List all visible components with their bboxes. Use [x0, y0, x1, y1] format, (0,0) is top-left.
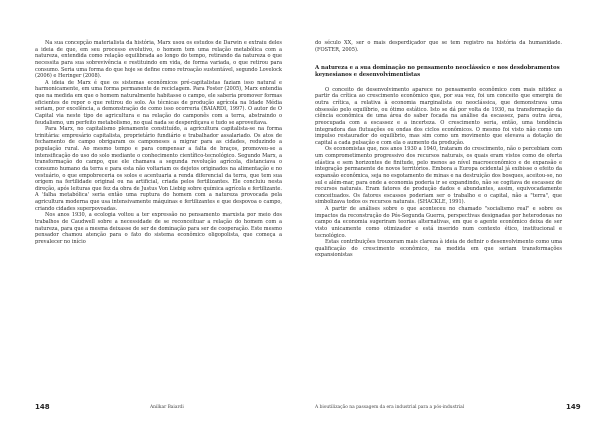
- right-page-number: 149: [566, 403, 581, 411]
- paragraph: Para Marx, no capitalismo plenamente constituído, a agricultura capitalista-se na forma trinitária: empresário capitalista, proprietário fundiário e trabalhador assalariado. Os atos de fechamento de campo obrigaram os camponeses a migrar para as cidades, reduzindo a população rural. Ao mesmo tempo e para compensar a falta de braços, promoveu-se a intensificação do uso do solo mediante o conhecimento científico-tecnológico. Segundo Marx, a transformação do campo, que ele chamava a segunda revolução agrícola, distanciava o consumo humano da terra e para esta não voltariam os dejetos originados na alimentação e no vestuário, o que empobreceria os solos e acentuaria a renda diferencial da terra, que tem sua origem na fertilidade original ou na artificial, criada pelos fertilizantes. Ele concluiu nesta direção, após leituras que fez da obra de Justus Von Liebig sobre química agrícola e fertilizante. A 'falha metabólica' seria então uma ruptura do homem com a natureza provocada pela agricultura moderna que usa intensivamente máquinas e fertilizantes e que despovoa o campo, criando cidades superpovoadas.: [35, 126, 282, 212]
- paragraph: Os economistas que, nos anos 1930 a 1940, trataram do crescimento, não o percebiam com um comprometimento progressivo dos recursos naturais, os quais eram vistos como de oferta elástica e sem horizontes de finitude, pelo menos ao nível macroeconômico e de expansão e integração permanente de novos territórios. Embora a Europa ocidental já exibisse o efeito da expansão econômica, seja no esgotamento de minas e na destruição dos bosques, aceitou-se, no sul e além-mar, para onde a economia poderia ir se expandindo, não se cogitava de escassez de recursos naturais. Eram fatores de produção dados e abundantes, assim, equivocadamente conceituados. Os fatores escassos poderiam ser o trabalho e o capital, não a "terra", que simbolizava todos os recursos naturais. (SHACKLE, 1991).: [315, 146, 562, 206]
- paragraph: O conceito de desenvolvimento aparece no pensamento econômico com mais nitidez a partir da crítica ao crescimento econômico que, por sua vez, foi um conceito que emergiu de outra crítica, a relativa à economia marginalista ou neoclássica, que demonstrava uma obsessão pelo equilíbrio, ou ótimo estático. Isto se dá por volta de 1930, na transformação da ciência econômica de uma área do saber focada na análise da escassez, para outra área, preocupada com a escassez e a incerteza. O crescimento seria, então, uma tendência integradora das flutuações ou ondas dos ciclos econômicos. O mesmo foi visto não como um impulso restaurador do equilíbrio, mas sim como um movimento que elevava a dotação de capital a cada pulsação e com ela o aumento da produção.: [315, 86, 562, 146]
- paragraph: Estas contribuições trouxeram mais clareza à ideia de definir o desenvolvimento como uma qualificação do crescimento econômico, na medida em que seriam transformações expansionistas: [315, 239, 562, 259]
- right-running-head: A bioutilização na passagem da era industrial para a pós-industrial: [315, 405, 465, 410]
- section-heading: A natureza e a sua dominação no pensamento neoclássico e nos desdobramentos keynesianos e desenvolvimentistas: [315, 65, 560, 79]
- left-running-head: Anilkar Baiardi: [150, 405, 184, 410]
- right-page-text: [315, 40, 562, 259]
- paragraph: Nos anos 1930, a ecologia voltou a ter expressão no pensamento marxista por meio dos trabalhos de Caudwell sobre a necessidade de se reconceituar a relação do homem com a natureza, para que a mesma deixasse de ser de dominação para ser de cooperação. Este mesmo pensador chamou atenção para o fato do sistema econômico oligopolista, que começa a prevalecer no início: [35, 212, 282, 245]
- left-page-number: 148: [35, 403, 50, 411]
- left-page-text: [35, 40, 282, 245]
- paragraph: do século XX, ser o mais desperdiçador que se tem registro na história da humanidade. (FOSTER, 2005).: [315, 40, 562, 53]
- paragraph: A partir de análises sobre o que aconteceu no chamado "socialismo real" e sobre os impactos da reconstrução do Pós-Segunda Guerra, perspectivas designadas por heterodoxas no campo da economia sugeriram teorias alternativas, em que o agente econômico deixa de ser visto unicamente como otimizador e está inserido num contexto ético, institucional e tecnológico.: [315, 206, 562, 239]
- paragraph: A ideia de Marx é que os sistemas econômicos pré-capitalistas faziam isso natural e harmonicamente, em uma forma permanente de reciclagem. Para Foster (2005), Marx entendia que na medida em que o homem naturalmente habitasse o campo, ele saberia promover formas eficientes de repor o que retirou do solo. As técnicas de produção agrícola na Idade Média seriam, por excelência, a demonstração de como isso ocorreria (BAIARDI, 1997). O autor de O Capital via neste tipo de agricultura e na relação do camponês com a terra, abstraindo o feudalismo, um perfeito metabolismo, no qual nada se desperdiçava e tudo se aproveitava.: [35, 79, 282, 126]
- paragraph: Na sua concepção materialista da história, Marx usou os estudos de Darwin e extraiu deles a ideia de que, em seu processo evolutivo, o homem tem uma relação metabólica com a natureza, entendida como relação equilibrada ao longo do tempo, retirando da natureza o que necessita para sua sobrevivência e restituindo em vida, de forma variada, o que retirou para consumo. Seria uma forma do que hoje se define como retroação sustentável, segundo Lovelock (2006) e Heringer (2008).: [35, 40, 282, 80]
